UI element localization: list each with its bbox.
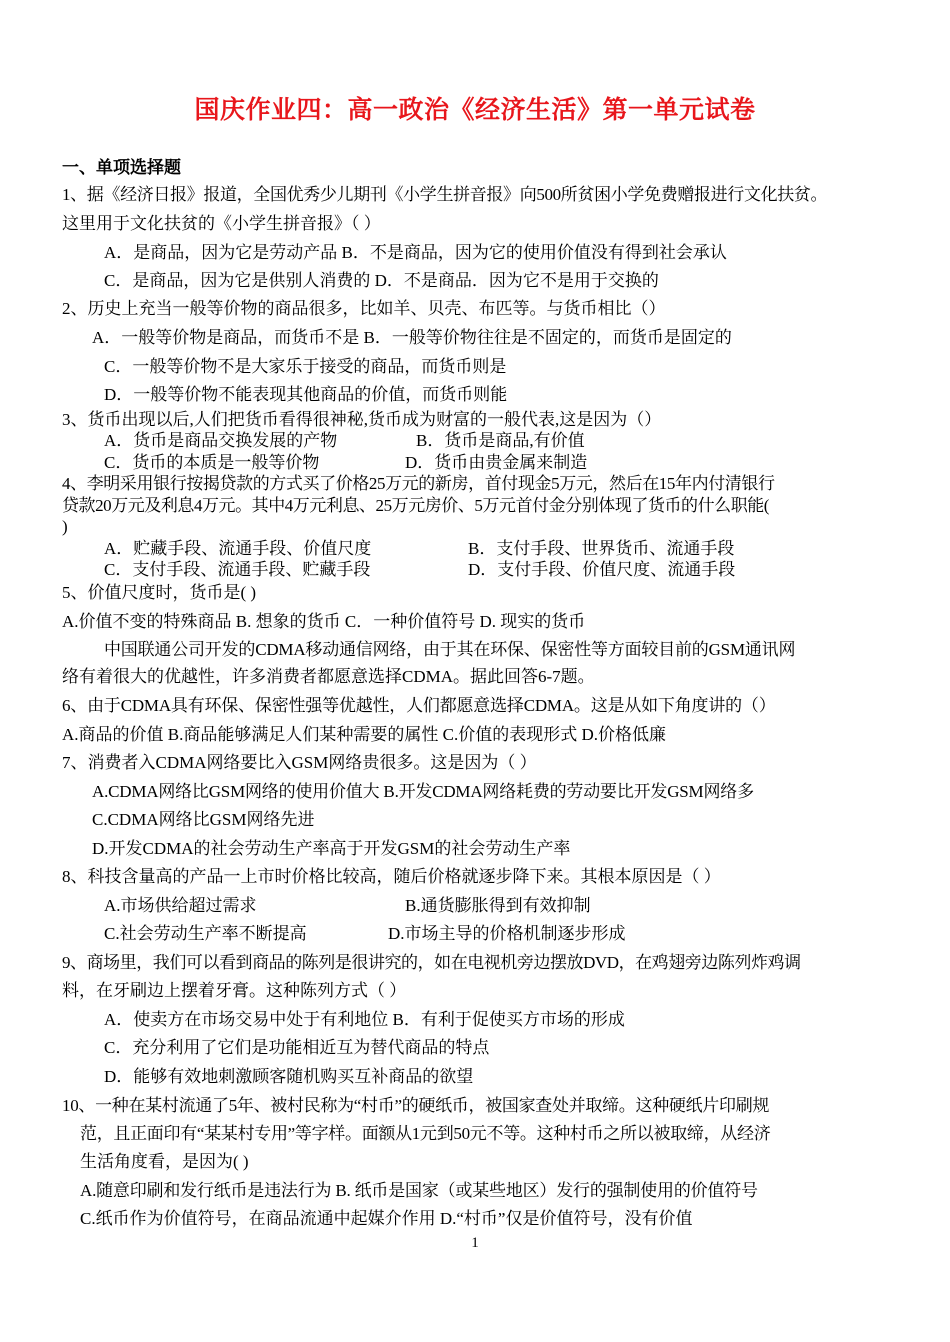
q9-option-d: D．能够有效地刺激顾客随机购买互补商品的欲望 — [104, 1067, 474, 1086]
q4-option-b: B．支付手段、世界货币、流通手段 — [468, 539, 735, 558]
q9-stem-line2: 料，在牙刷边上摆着牙膏。这种陈列方式（ ） — [62, 981, 407, 1000]
q9-stem-line1: 9、商场里，我们可以看到商品的陈列是很讲究的，如在电视机旁边摆放DVD，在鸡翅旁边陈列炸鸡调 — [62, 953, 801, 972]
q6-options: A.商品的价值 B.商品能够满足人们某种需要的属性 C.价值的表现形式 D.价格低廉 — [62, 725, 666, 744]
q2-option-d: D．一般等价物不能表现其他商品的价值，而货币则能 — [104, 385, 508, 404]
q5-stem: 5、价值尺度时，货币是( ) — [62, 583, 257, 602]
q3-stem: 3、货币出现以后,人们把货币看得很神秘,货币成为财富的一般代表,这是因为（） — [62, 410, 662, 429]
q9-option-c: C．充分利用了它们是功能相近互为替代商品的特点 — [104, 1038, 490, 1057]
q7-options-ab: A.CDMA网络比GSM网络的使用价值大 B.开发CDMA网络耗费的劳动要比开发GSM网络多 — [92, 782, 754, 801]
q10-stem-line3: 生活角度看，是因为( ) — [80, 1152, 249, 1171]
q4-stem-line2: 贷款20万元及利息4万元。其中4万元利息、25万元房价、5万元首付金分别体现了货币的什么职能( — [62, 496, 770, 515]
q6-stem: 6、由于CDMA具有环保、保密性强等优越性，人们都愿意选择CDMA。这是从如下角度讲的（） — [62, 696, 776, 715]
page-title: 国庆作业四：高一政治《经济生活》第一单元试卷 — [194, 97, 756, 124]
page-number: 1 — [471, 1235, 479, 1251]
material-line1: 中国联通公司开发的CDMA移动通信网络，由于其在环保、保密性等方面较目前的GSM通讯网 — [104, 640, 796, 659]
q4-option-a: A．贮藏手段、流通手段、价值尺度 — [104, 539, 372, 558]
q8-option-c: C.社会劳动生产率不断提高 — [104, 924, 307, 943]
q5-options: A.价值不变的特殊商品 B. 想象的货币 C．一种价值符号 D. 现实的货币 — [62, 612, 586, 631]
q10-options-ab: A.随意印刷和发行纸币是违法行为 B. 纸币是国家（或某些地区）发行的强制使用的价值符号 — [80, 1181, 758, 1200]
q10-stem-line2: 范，且正面印有“某某村专用”等字样。面额从1元到50元不等。这种村币之所以被取缔，从经济 — [80, 1124, 771, 1143]
q7-option-c: C.CDMA网络比GSM网络先进 — [92, 810, 315, 829]
q4-stem-line3: ) — [62, 517, 68, 536]
q8-stem: 8、科技含量高的产品一上市时价格比较高，随后价格就逐步降下来。其根本原因是（ ） — [62, 867, 721, 886]
q4-option-d: D．支付手段、价值尺度、流通手段 — [468, 560, 736, 579]
q3-option-b: B．货币是商品,有价值 — [416, 431, 585, 450]
q8-option-b: B.通货膨胀得到有效抑制 — [405, 896, 591, 915]
q4-stem-line1: 4、李明采用银行按揭贷款的方式买了价格25万元的新房，首付现金5万元，然后在15年内付清银行 — [62, 474, 775, 493]
q3-option-c: C．货币的本质是一般等价物 — [104, 453, 320, 472]
q1-stem-line1: 1、据《经济日报》报道，全国优秀少儿期刊《小学生拼音报》向500所贫困小学免费赠报进行文化扶贫。 — [62, 185, 828, 204]
material-line2: 络有着很大的优越性，许多消费者都愿意选择CDMA。据此回答6-7题。 — [62, 667, 595, 686]
q2-stem: 2、历史上充当一般等价物的商品很多，比如羊、贝壳、布匹等。与货币相比（） — [62, 299, 666, 318]
q1-stem-line2: 这里用于文化扶贫的《小学生拼音报》（ ） — [62, 214, 381, 233]
section-heading: 一、单项选择题 — [62, 158, 181, 177]
q2-options-ab: A．一般等价物是商品，而货币不是 B．一般等价物往往是不固定的，而货币是固定的 — [92, 328, 732, 347]
q3-option-d: D．货币由贵金属来制造 — [405, 453, 588, 472]
q2-option-c: C．一般等价物不是大家乐于接受的商品，而货币则是 — [104, 357, 507, 376]
q8-option-a: A.市场供给超过需求 — [104, 896, 257, 915]
q8-option-d: D.市场主导的价格机制逐步形成 — [388, 924, 626, 943]
q4-option-c: C．支付手段、流通手段、贮藏手段 — [104, 560, 371, 579]
q3-option-a: A．货币是商品交换发展的产物 — [104, 431, 338, 450]
q10-stem-line1: 10、一种在某村流通了5年、被村民称为“村币”的硬纸币，被国家查处并取缔。这种硬纸片印刷规 — [62, 1096, 770, 1115]
q7-option-d: D.开发CDMA的社会劳动生产率高于开发GSM的社会劳动生产率 — [92, 839, 571, 858]
q1-options-cd: C．是商品，因为它是供别人消费的 D．不是商品．因为它不是用于交换的 — [104, 271, 659, 290]
q7-stem: 7、消费者入CDMA网络要比入GSM网络贵很多。这是因为（ ） — [62, 753, 537, 772]
q1-options-ab: A．是商品，因为它是劳动产品 B．不是商品，因为它的使用价值没有得到社会承认 — [104, 243, 727, 262]
q10-options-cd: C.纸币作为价值符号，在商品流通中起媒介作用 D.“村币”仅是价值符号，没有价值 — [80, 1209, 693, 1228]
q9-options-ab: A．使卖方在市场交易中处于有利地位 B．有利于促使买方市场的形成 — [104, 1010, 625, 1029]
